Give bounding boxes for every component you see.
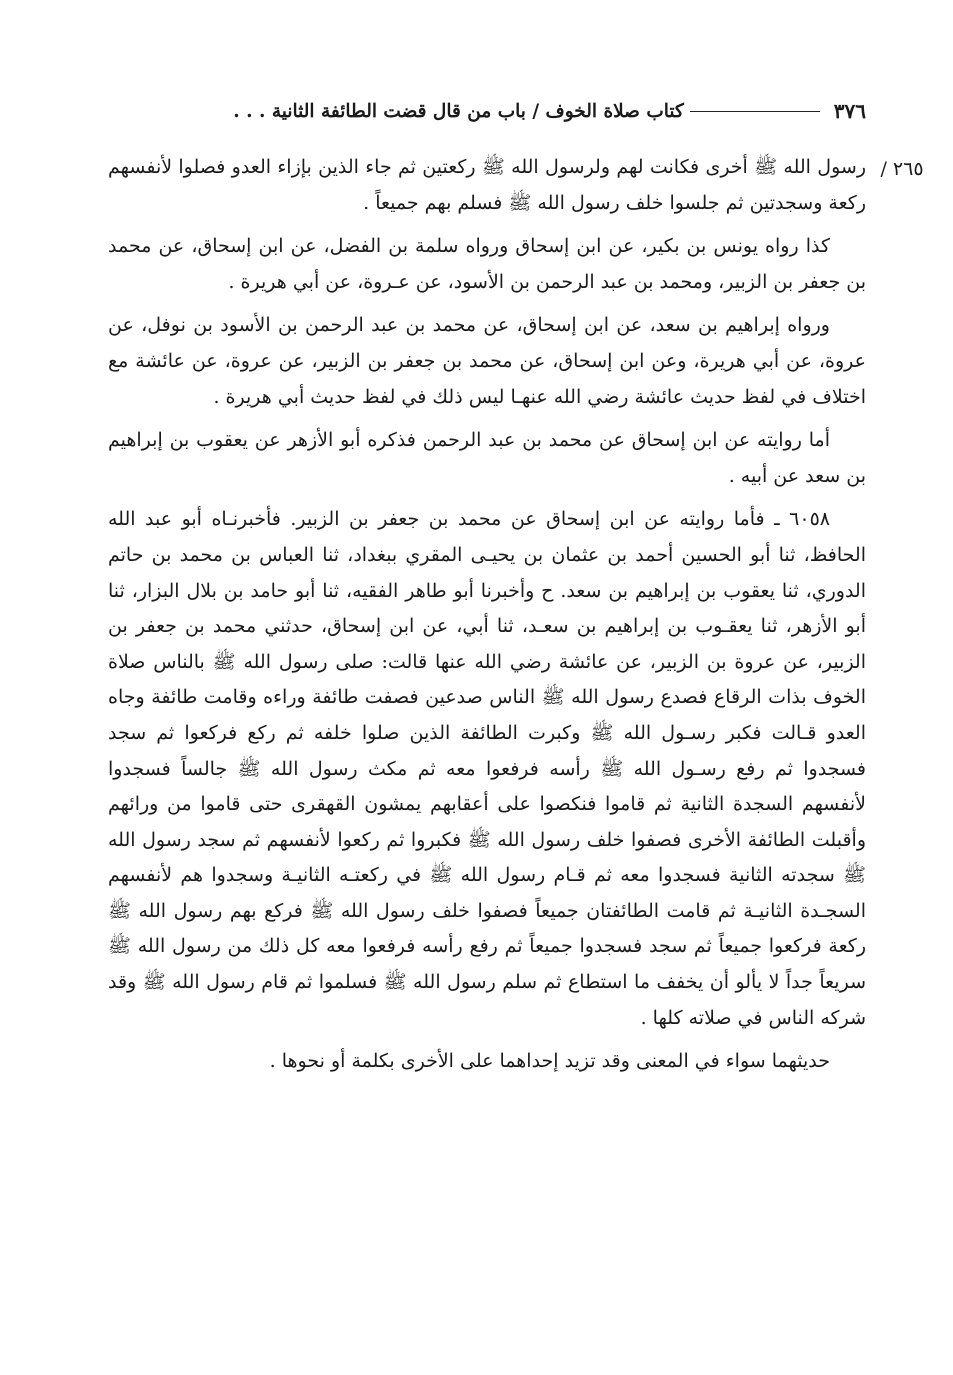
hadith-number: ٦٠٥٨ ـ xyxy=(774,508,830,531)
body-text xyxy=(108,150,866,1088)
paragraph-1: رسول الله ﷺ أخرى فكانت لهم ولرسول الله ﷺ ركعتين ثم جاء الذين بإزاء العدو فصلوا لأنفسهم ركعة وسجدتين ثم جلسوا خلف رسول الله ﷺ فسلم بهم جميعاً . xyxy=(108,156,866,214)
header-title: كتاب صلاة الخوف / باب من قال قضت الطائفة الثانية . . . xyxy=(233,100,684,122)
marginal-reference: ٢٦٥ / xyxy=(880,158,924,180)
paragraph-6: حديثهما سواء في المعنى وقد تزيد إحداهما على الأخرى بكلمة أو نحوها . xyxy=(269,1050,830,1073)
paragraph-2: كذا رواه يونس بن بكير، عن ابن إسحاق ورواه سلمة بن الفضل، عن ابن إسحاق، عن محمد بن جعفر بن الزبير، ومحمد بن عبد الرحمن بن الأسود، عن عـروة، عن أبي هريرة . xyxy=(108,235,866,293)
paragraph-4: أما روايته عن ابن إسحاق عن محمد بن عبد الرحمن فذكره أبو الأزهر عن يعقوب بن إبراهيم بن سعد عن أبيه . xyxy=(108,429,866,487)
page-number: ٣٧٦ xyxy=(833,99,866,123)
header-rule xyxy=(690,111,820,112)
paragraph-5-text: فأما روايته عن ابن إسحاق عن محمد بن جعفر بن الزبير. فأخبرنـاه أبو عبد الله الحافظ، ثنا أبو الحسين أحمد بن عثمان بن يحيـى المقري ببغداد، ثنا العباس بن محمد بن حاتم الدوري، ثنا يعقوب بن إبراهيم بن سعد. ح وأخبرنا أبو طاهر الفقيه، ثنا أبو حامد بن بلال البزار، ثنا أبو الأزهر، ثنا يعقـوب بن إبراهيم بن سعـد، ثنا أبي، عن ابن إسحاق، حدثني محمد بن جعفر بن الزبير، عن عروة بن الزبير، عن عائشة رضي الله عنها قالت: صلى رسول الله ﷺ بالناس صلاة الخوف بذات الرقاع فصدع رسول الله ﷺ الناس صدعين فصفت طائفة وراءه وقامت طائفة وجاه العدو قـالت فكبر رسـول الله ﷺ وكبرت الطائفة الذين صلوا خلفه ثم ركع فركعوا ثم سجد فسجدوا ثم رفع رسـول الله ﷺ رأسه فرفعوا معه ثم مكث رسول الله ﷺ جالساً فسجدوا لأنفسهم السجدة الثانية ثم قاموا فنكصوا على أعقابهم يمشون القهقرى حتى قاموا من ورائهم وأقبلت الطائفة الأخرى فصفوا خلف رسول الله ﷺ فكبروا ثم ركعوا لأنفسهم ثم سجد رسول الله ﷺ سجدته الثانية فسجدوا معه ثم قـام رسول الله ﷺ في ركعتـه الثانيـة وسجدوا هم لأنفسهم السجـدة الثانيـة ثم قامت الطائفتان جميعاً فصفوا خلف رسول الله ﷺ فركع بهم رسول الله ﷺ ركعة فركعوا جميعاً ثم سجد فسجدوا جميعاً ثم رفع رأسه فرفعوا معه كل ذلك من رسول الله ﷺ سريعاً جداً لا يألو أن يخفف ما استطاع ثم سلم رسول الله ﷺ فسلموا ثم قام رسول الله ﷺ وقد شركه الناس في صلاته كلها . xyxy=(108,508,866,1029)
paragraph-3: ورواه إبراهيم بن سعد، عن ابن إسحاق، عن محمد بن عبد الرحمن بن الأسود بن نوفل، عن عروة، عن أبي هريرة، وعن ابن إسحاق، عن محمد بن جعفر بن الزبير، عن عروة، عن عائشة مع اختلاف في لفظ حديث عائشة رضي الله عنهـا ليس ذلك في لفظ حديث أبي هريرة . xyxy=(108,314,866,408)
paragraph-5 xyxy=(108,502,866,1036)
running-header xyxy=(108,96,866,126)
